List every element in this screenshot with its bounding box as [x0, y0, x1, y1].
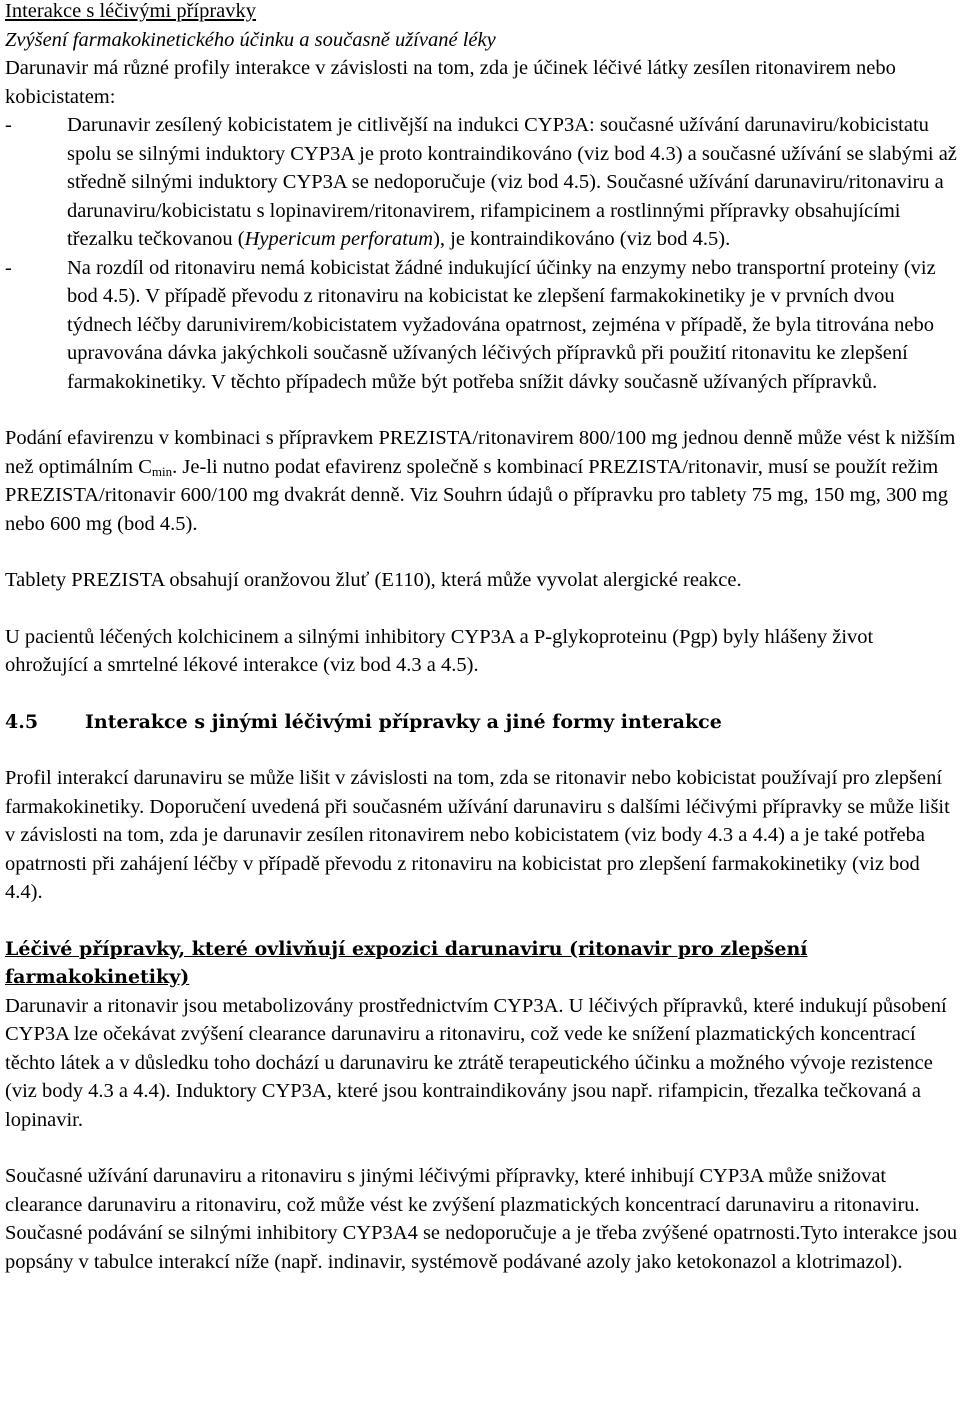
efavirenz-paragraph: Podání efavirenzu v kombinaci s přípravkem PREZISTA/ritonavirem 800/100 mg jednou denně může vést k nižším než optimálním $C_{min}$. Je-li nutno podat efavirenz společně s kombinací PREZISTA/ritonavir, musí se použít režim PREZISTA/ritonavir 600/100 mg dvakrát denně. Viz Souhrn údajů o přípravku pro tablety 75 mg, 150 mg, 300 mg nebo 600 mg (bod 4.5).: [5, 427, 956, 535]
section-heading-title: Interakce s jinými léčivými přípravky a jiné formy interakce: [85, 710, 722, 733]
section-number: 4.5: [5, 710, 39, 733]
intro-paragraph: Darunavir má různé profily interakce v závislosti na tom, zda je účinek léčivé látky zesílen ritonavirem nebo kobicistatem:: [5, 57, 896, 108]
cmin-subscript: min: [151, 463, 173, 479]
bullet-item: [5, 111, 960, 254]
bullet-text: Darunavir zesílený kobicistatem je citlivější na indukci CYP3A: současné užívání darunaviru/kobicistatu spolu se silnými induktory CYP3A je proto kontraindikováno (viz bod 4.3) a současné užívání se slabými až středně silnými induktory CYP3A se nedoporučuje (viz bod 4.5). Současné užívání darunaviru/ritonaviru a darunaviru/kobicistatu s lopinavirem/ritonavirem, rifampicinem a rostlinnými přípravky obsahujícími třezalku tečkovanou (Hypericum perforatum), je kontraindikováno (viz bod 4.5).: [67, 114, 957, 250]
subheading: Léčivé přípravky, které ovlivňují expozici darunaviru (ritonavir pro zlepšení farmakokinetiky): [5, 937, 808, 988]
inhibitors-paragraph: Současné užívání darunaviru a ritonaviru s jinými léčivými přípravky, které inhibují CYP3A může snižovat clearance darunaviru a ritonaviru, což může vést ke zvýšení plazmatických koncentrací darunaviru a ritonaviru. Současné podávání se silnými inhibitory CYP3A4 se nedoporučuje a je třeba zvýšené opatrnosti.Tyto interakce jsou popsány v tabulce interakcí níže (např. indinavir, systémově podávané azoly jako ketokonazol a klotrimazol).: [5, 1165, 958, 1273]
profile-paragraph: Profil interakcí darunaviru se může lišit v závislosti na tom, zda se ritonavir nebo kobicistat používají pro zlepšení farmakokinetiky. Doporučení uvedená při současném užívání darunaviru s dalšími léčivými přípravky se může lišit v závislosti na tom, zda je darunavir zesílen ritonavirem nebo kobicistatem (viz body 4.3 a 4.4) a je také potřeba opatrnosti při zahájení léčby v případě převodu z ritonaviru na kobicistat pro zlepšení farmakokinetiky (viz bod 4.4).: [5, 767, 950, 903]
section-subtitle: Zvýšení farmakokinetického účinku a současně užívané léky: [5, 28, 496, 51]
tablets-paragraph: Tablety PREZISTA obsahují oranžovou žluť (E110), která může vyvolat alergické reakce.: [5, 569, 742, 591]
bullet-marker: -: [5, 114, 12, 136]
bullet-item: [5, 254, 960, 397]
colchicine-paragraph: U pacientů léčených kolchicinem a silnými inhibitory CYP3A a P-glykoproteinu (Pgp) byly hlášeny život ohrožující a smrtelné lékové interakce (viz bod 4.3 a 4.5).: [5, 625, 874, 676]
metabolism-paragraph: Darunavir a ritonavir jsou metabolizovány prostřednictvím CYP3A. U léčivých přípravků, které indukují působení CYP3A lze očekávat zvýšení clearance darunaviru a ritonaviru, což vede ke snížení plazmatických koncentrací těchto látek a v důsledku toho dochází u darunaviru ke ztrátě terapeutického účinku a možného vývoje rezistence (viz body 4.3 a 4.4). Induktory CYP3A, které jsou kontraindikovány jsou např. rifampicin, třezalka tečkovaná a lopinavir.: [5, 994, 947, 1131]
document-page: [5, 0, 960, 1276]
section-heading: [5, 708, 960, 737]
section-title: Interakce s léčivými přípravky: [5, 0, 257, 22]
latin-name: Hypericum perforatum: [244, 228, 434, 250]
bullet-marker: -: [5, 256, 12, 279]
bullet-text: Na rozdíl od ritonaviru nemá kobicistat žádné indukující účinky na enzymy nebo transportní proteiny (viz bod 4.5). V případě převodu z ritonaviru na kobicistat ke zlepšení farmakokinetiky je v prvních dvou týdnech léčby darunivirem/kobicistatem vyžadována opatrnost, zejména v případě, že byla titrována nebo upravována dávka jakýchkoli současně užívaných léčivých přípravků při použití ritonavitu ke zlepšení farmakokinetiky. V těchto případech může být potřeba snížit dávky současně užívaných přípravků.: [67, 256, 936, 393]
